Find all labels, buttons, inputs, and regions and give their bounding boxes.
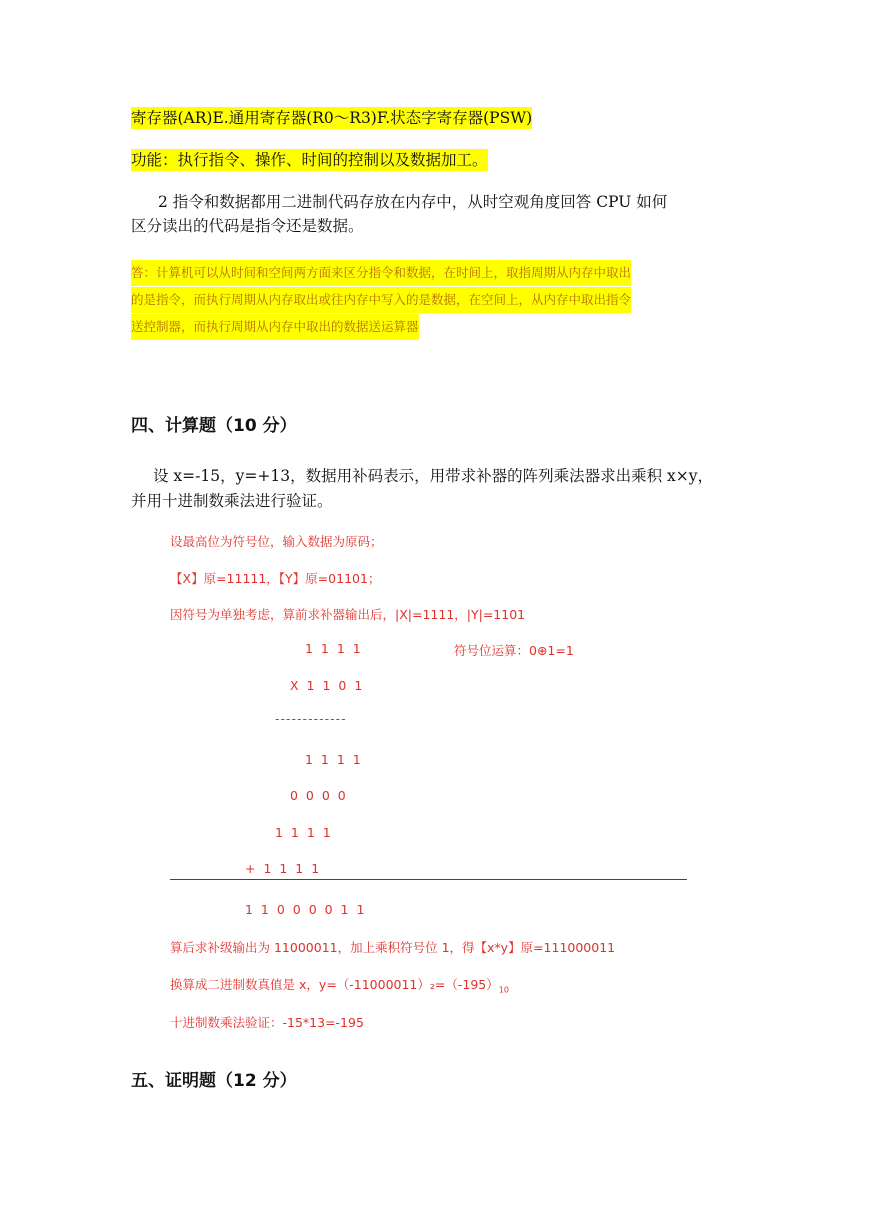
solution-line2: 【X】原=11111，【Y】原=01101； — [170, 571, 381, 586]
q2-answer-line3: 送控制器，而执行周期从内存中取出的数据送运算器 — [131, 314, 419, 340]
registers-line: 寄存器(AR)E.通用寄存器(R0～R3)F.状态字寄存器(PSW) — [131, 109, 533, 127]
sum-rule — [170, 879, 687, 880]
function-line: 功能：执行指令、操作、时间的控制以及数据加工。 — [131, 151, 488, 169]
after-line2 — [170, 975, 509, 995]
partial-product-4: + 1 1 1 1 — [245, 861, 322, 876]
q2-answer-line2: 的是指令，而执行周期从内存取出或往内存中写入的是数据，在空间上，从内存中取出指令 — [131, 287, 631, 313]
sign-operation: 符号位运算：0⊕1=1 — [454, 643, 574, 658]
solution-line3: 因符号为单独考虑，算前求补器输出后，|X|=1111，|Y|=1101 — [170, 607, 526, 622]
mult-top: 1 1 1 1 — [305, 641, 363, 656]
after-line1: 算后求补级输出为 11000011，加上乘积符号位 1，得【x*y】原=111000011 — [170, 940, 616, 955]
problem-line2: 并用十进制数乘法进行验证。 — [131, 492, 333, 510]
q2-line1: 2 指令和数据都用二进制代码存放在内存中，从时空观角度回答 CPU 如何 — [158, 193, 668, 211]
section4-heading: 四、计算题（10 分） — [131, 416, 297, 436]
after-line3: 十进制数乘法验证：-15*13=-195 — [170, 1015, 364, 1030]
dash-line: ------------- — [275, 711, 347, 726]
q2-line2: 区分读出的代码是指令还是数据。 — [131, 217, 364, 235]
after-line2-main: 换算成二进制数真值是 x，y=（-11000011）₂=（-195） — [170, 977, 499, 992]
partial-product-3: 1 1 1 1 — [275, 825, 333, 840]
partial-product-1: 1 1 1 1 — [305, 752, 363, 767]
section5-heading: 五、证明题（12 分） — [131, 1071, 297, 1091]
product-result: 1 1 0 0 0 0 1 1 — [245, 902, 367, 917]
partial-product-2: 0 0 0 0 — [290, 788, 348, 803]
after-line2-subscript: 10 — [498, 985, 509, 995]
q2-answer-line1: 答：计算机可以从时间和空间两方面来区分指令和数据，在时间上，取指周期从内存中取出 — [131, 260, 631, 286]
mult-second: X 1 1 0 1 — [290, 678, 365, 693]
problem-line1: 设 x=-15，y=+13，数据用补码表示，用带求补器的阵列乘法器求出乘积 x×y， — [153, 467, 713, 485]
solution-line1: 设最高位为符号位，输入数据为原码； — [170, 534, 383, 549]
